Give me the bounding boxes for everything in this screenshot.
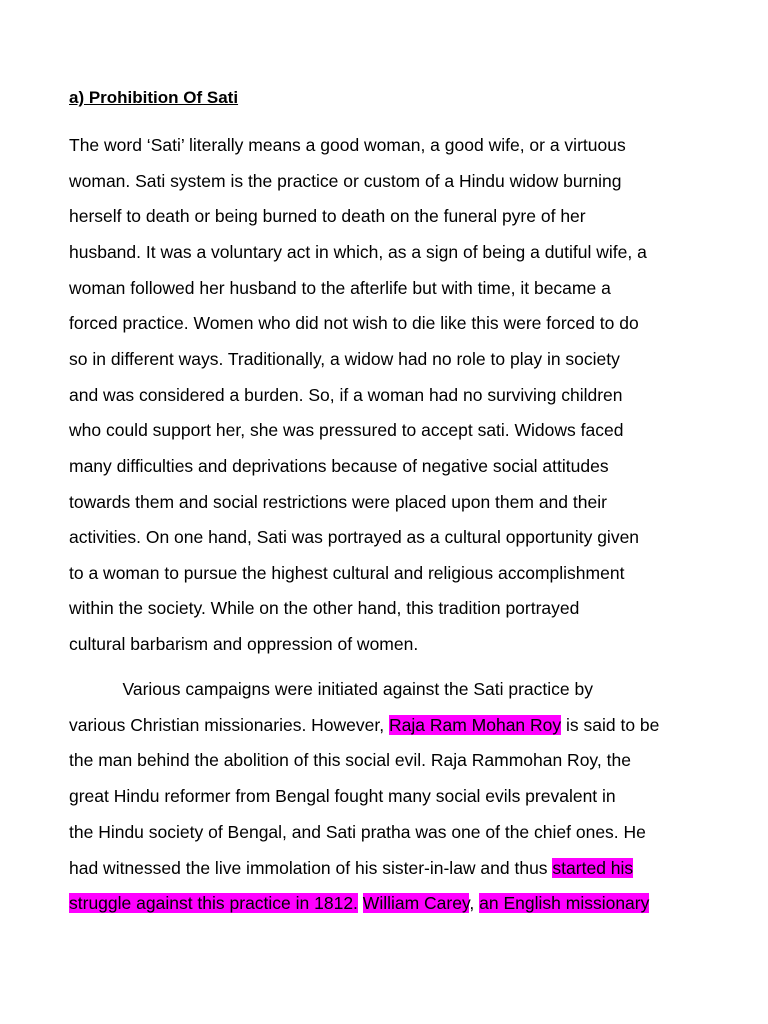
text-line	[69, 856, 633, 880]
text-line	[69, 820, 646, 844]
text-line	[69, 891, 649, 915]
text-span: the Hindu society of Bengal, and Sati pratha was one of the chief ones. He	[69, 821, 646, 842]
text-line: herself to death or being burned to death on the funeral pyre of her	[69, 206, 586, 227]
text-line: who could support her, she was pressured to accept sati. Widows faced	[69, 420, 624, 441]
text-span: is said to be	[561, 714, 660, 735]
text-span: Various campaigns were initiated against the Sati practice by	[69, 679, 593, 699]
text-line: many difficulties and deprivations because of negative social attitudes	[69, 455, 609, 476]
text-line	[69, 713, 659, 737]
highlighted-text: started his	[552, 857, 634, 878]
highlighted-text: William Carey	[362, 893, 470, 914]
highlighted-text: an English missionary	[479, 893, 650, 914]
text-line: and was considered a burden. So, if a woman had no surviving children	[69, 384, 623, 405]
text-line: husband. It was a voluntary act in which, as a sign of being a dutiful wife, a	[69, 241, 647, 262]
text-span: had witnessed the live immolation of his sister-in-law and thus	[69, 857, 553, 878]
text-span: the man behind the abolition of this social evil. Raja Rammohan Roy, the	[69, 750, 631, 771]
text-line: towards them and social restrictions were placed upon them and their	[69, 491, 607, 512]
text-line: within the society. While on the other hand, this tradition portrayed	[69, 598, 580, 619]
highlighted-text: struggle against this practice in 1812.	[69, 893, 358, 914]
text-line: woman followed her husband to the afterlife but with time, it became a	[69, 277, 611, 298]
text-line: cultural barbarism and oppression of women.	[69, 634, 419, 655]
text-line: activities. On one hand, Sati was portrayed as a cultural opportunity given	[69, 527, 640, 548]
highlighted-text: Raja Ram Mohan Roy	[388, 714, 562, 735]
text-line	[69, 784, 616, 808]
section-heading: a) Prohibition Of Sati	[69, 88, 239, 107]
text-line	[69, 748, 631, 772]
text-line: woman. Sati system is the practice or custom of a Hindu widow burning	[69, 170, 622, 191]
text-line: forced practice. Women who did not wish to die like this were forced to do	[69, 313, 639, 334]
text-line: so in different ways. Traditionally, a widow had no role to play in society	[69, 348, 620, 369]
text-span: ,	[469, 893, 480, 914]
text-span: great Hindu reformer from Bengal fought many social evils prevalent in	[69, 786, 616, 807]
text-line: The word ‘Sati’ literally means a good woman, a good wife, or a virtuous	[69, 135, 626, 155]
text-line	[69, 677, 593, 701]
text-span: various Christian missionaries. However,	[69, 714, 389, 735]
text-line: to a woman to pursue the highest cultural and religious accomplishment	[69, 562, 625, 583]
